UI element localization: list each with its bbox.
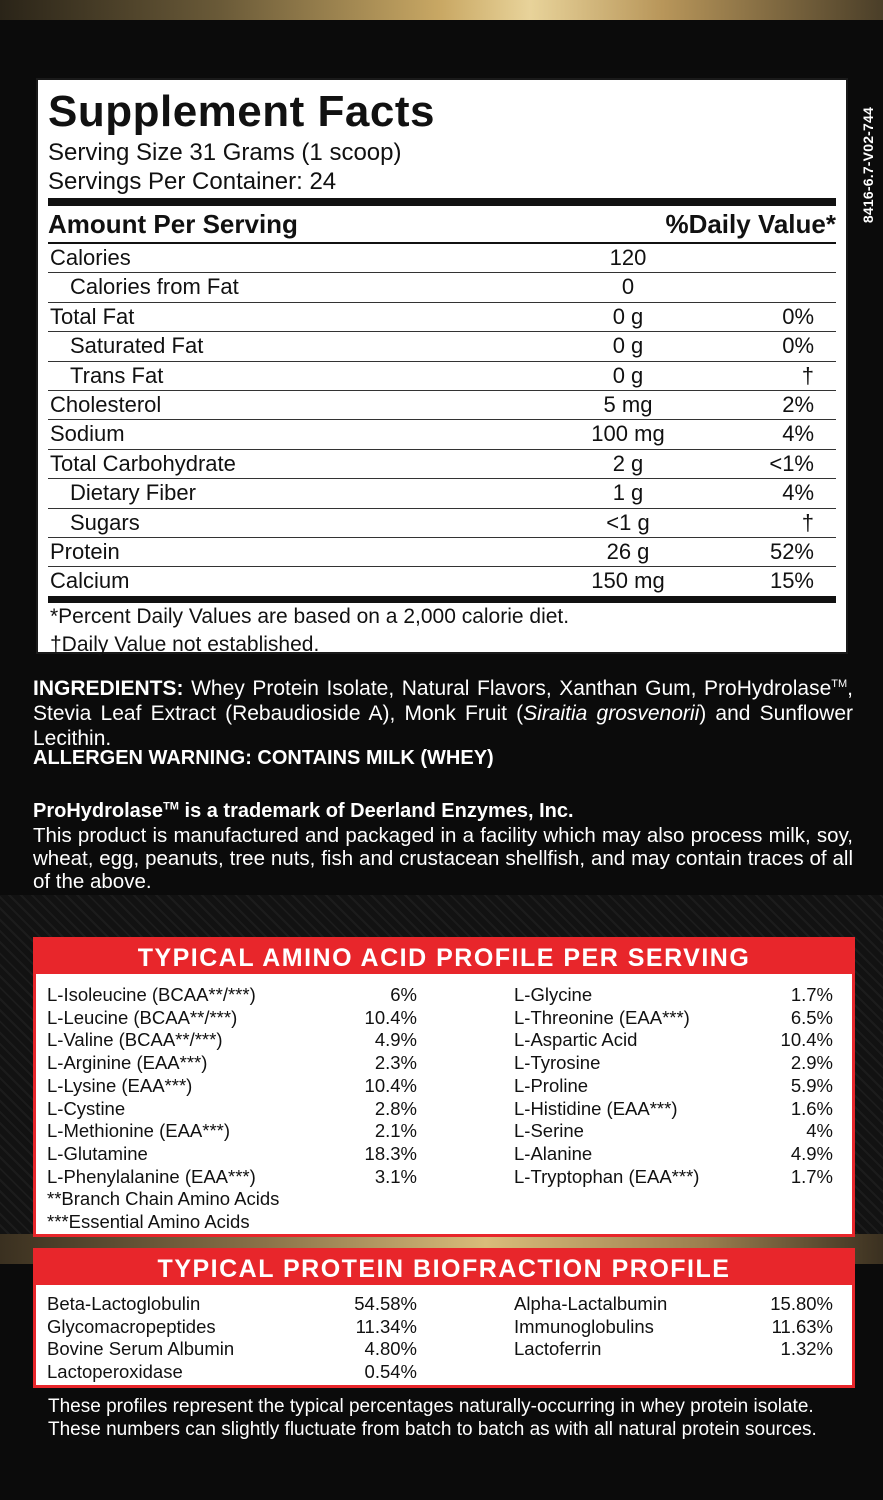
amino-value: 4.9% — [374, 1029, 417, 1051]
biofraction-name: Bovine Serum Albumin — [47, 1338, 235, 1360]
divider-thick-bottom — [48, 596, 836, 603]
ingredients-label: INGREDIENTS: — [33, 677, 184, 700]
amino-value: 18.3% — [364, 1142, 417, 1164]
amino-name: L-Arginine (EAA***) — [47, 1052, 208, 1074]
nutrient-name: Saturated Fat — [70, 333, 204, 359]
amino-name: L-Lysine (EAA***) — [47, 1074, 193, 1096]
amino-name: L-Valine (BCAA**/***) — [47, 1029, 223, 1051]
ingredients-part-2: , Stevia Leaf Extract (Rebaudioside A), Monk Fruit ( — [33, 677, 853, 725]
biofraction-title: TYPICAL PROTEIN BIOFRACTION PROFILE — [36, 1251, 852, 1285]
amino-value: 5.9% — [790, 1074, 833, 1096]
biofraction-value: 15.80% — [770, 1293, 833, 1314]
nutrient-row — [48, 362, 836, 391]
ingredients-part-1: Whey Protein Isolate, Natural Flavors, Xanthan Gum, ProHydrolase — [183, 677, 832, 700]
ingredients-part-3: ) and Sunflower Lecithin. — [33, 702, 853, 750]
nutrient-daily-value: † — [801, 509, 814, 535]
nutrient-row — [48, 567, 836, 595]
serving-size: Serving Size 31 Grams (1 scoop) — [48, 139, 402, 166]
biofraction-name: Lactoferrin — [514, 1338, 602, 1360]
nutrient-row — [48, 332, 836, 361]
amino-value: 1.7% — [790, 1165, 833, 1187]
nutrient-name: Total Fat — [50, 303, 135, 329]
nutrient-name: Sugars — [70, 509, 140, 535]
allergen-warning: ALLERGEN WARNING: CONTAINS MILK (WHEY) — [33, 747, 494, 769]
amino-value: 10.4% — [364, 1006, 417, 1028]
amino-name: L-Cystine — [47, 1097, 126, 1119]
nutrient-row — [48, 479, 836, 508]
footnote-dagger: †Daily Value not established. — [50, 632, 320, 656]
amino-name: L-Glycine — [514, 984, 593, 1005]
trademark-text: is a trademark of Deerland Enzymes, Inc. — [178, 800, 574, 822]
amino-name: L-Aspartic Acid — [514, 1029, 638, 1051]
amino-name: L-Serine — [514, 1120, 584, 1142]
lot-code — [853, 85, 883, 245]
biofraction-value: 11.34% — [355, 1315, 417, 1337]
amino-name: L-Tyrosine — [514, 1052, 601, 1074]
amino-footnote: ***Essential Amino Acids — [47, 1211, 250, 1232]
ingredients-latin: Siraitia grosvenorii — [523, 702, 700, 725]
nutrient-row — [48, 244, 836, 273]
nutrient-daily-value: <1% — [769, 450, 814, 476]
amino-value: 2.3% — [374, 1052, 417, 1074]
profile-note-2: These numbers can slightly fluctuate from batch to batch as with all natural protein sources. — [48, 1419, 817, 1440]
nutrient-row — [48, 450, 836, 479]
nutrient-name: Calories — [50, 245, 131, 270]
nutrient-daily-value: 2% — [782, 391, 814, 417]
nutrient-row — [48, 509, 836, 538]
profile-note-1: These profiles represent the typical percentages naturally-occurring in whey protein isolate. — [48, 1396, 814, 1417]
nutrient-row — [48, 391, 836, 420]
amino-acid-title: TYPICAL AMINO ACID PROFILE PER SERVING — [36, 940, 852, 974]
ingredients-tm: TM — [831, 678, 848, 690]
nutrient-name: Protein — [50, 538, 120, 564]
nutrient-daily-value: 15% — [769, 568, 814, 594]
nutrient-name: Cholesterol — [50, 391, 162, 417]
nutrient-daily-value: 0% — [782, 303, 814, 329]
biofraction-value: 11.63% — [771, 1315, 833, 1337]
amino-name: L-Alanine — [514, 1142, 593, 1164]
amino-name: L-Proline — [514, 1074, 589, 1096]
nutrient-row — [48, 303, 836, 332]
amino-value: 4% — [806, 1120, 833, 1142]
nutrient-amount: 0 — [621, 274, 635, 300]
nutrient-name: Total Carbohydrate — [50, 450, 236, 476]
amino-name: L-Glutamine — [47, 1142, 148, 1164]
amino-value: 6% — [390, 984, 417, 1005]
amino-acid-panel — [33, 937, 855, 1237]
biofraction-value: 4.80% — [364, 1338, 417, 1360]
amino-value: 6.5% — [790, 1006, 833, 1028]
facts-title: Supplement Facts — [48, 87, 435, 136]
amino-value: 4.9% — [790, 1142, 833, 1164]
nutrient-name: Trans Fat — [70, 362, 164, 388]
amino-value: 2.8% — [374, 1097, 417, 1119]
trademark-tm: TM — [163, 800, 179, 813]
gold-trim-top — [0, 0, 883, 20]
nutrient-name: Calcium — [50, 568, 130, 594]
nutrient-row — [48, 273, 836, 302]
amino-name: L-Threonine (EAA***) — [514, 1006, 690, 1028]
nutrient-daily-value: 52% — [769, 538, 814, 564]
facts-header-row — [48, 206, 836, 244]
nutrient-amount: 1 g — [612, 480, 644, 506]
biofraction-panel — [33, 1248, 855, 1388]
amino-name: L-Histidine (EAA***) — [514, 1097, 678, 1119]
amino-value: 1.6% — [790, 1097, 833, 1119]
amino-name: L-Isoleucine (BCAA**/***) — [47, 984, 256, 1005]
nutrient-row — [48, 538, 836, 567]
divider-thick — [48, 198, 836, 206]
supplement-facts-panel — [36, 78, 848, 654]
nutrient-amount: 0 g — [612, 303, 644, 329]
nutrient-amount: 0 g — [612, 362, 644, 388]
nutrient-row — [48, 420, 836, 449]
amino-name: L-Tryptophan (EAA***) — [514, 1165, 700, 1187]
biofraction-name: Alpha-Lactalbumin — [514, 1293, 668, 1314]
biofraction-name: Immunoglobulins — [514, 1315, 654, 1337]
amino-value: 10.4% — [780, 1029, 833, 1051]
amino-name: L-Phenylalanine (EAA***) — [47, 1165, 256, 1187]
daily-value-header: %Daily Value* — [665, 209, 836, 239]
amino-value: 2.9% — [790, 1052, 833, 1074]
ingredients-text — [33, 672, 853, 751]
nutrient-daily-value: 4% — [782, 480, 814, 506]
footnote-daily-values: *Percent Daily Values are based on a 2,000 calorie diet. — [50, 604, 570, 628]
nutrient-amount: 120 — [609, 245, 647, 270]
biofraction-name: Glycomacropeptides — [47, 1315, 216, 1337]
nutrient-amount: 2 g — [612, 450, 644, 476]
nutrient-name: Calories from Fat — [70, 274, 239, 300]
lot-code-text: 8416-6.7-V02-744 — [860, 106, 876, 224]
biofraction-value: 54.58% — [354, 1293, 417, 1314]
nutrient-daily-value: 0% — [782, 333, 814, 359]
biofraction-value: 1.32% — [780, 1338, 833, 1360]
nutrient-amount: 150 mg — [591, 568, 665, 594]
nutrient-amount: 5 mg — [603, 391, 653, 417]
nutrient-name: Sodium — [50, 421, 125, 447]
amino-name: L-Methionine (EAA***) — [47, 1120, 231, 1142]
trademark-notice — [33, 800, 574, 823]
amino-value: 10.4% — [364, 1074, 417, 1096]
amino-value: 2.1% — [374, 1120, 417, 1142]
nutrient-daily-value: 4% — [782, 421, 814, 447]
servings-per-container: Servings Per Container: 24 — [48, 168, 337, 195]
amino-footnote: **Branch Chain Amino Acids — [47, 1188, 280, 1210]
amino-value: 3.1% — [374, 1165, 417, 1187]
biofraction-name: Lactoperoxidase — [47, 1360, 183, 1382]
nutrient-daily-value: † — [801, 362, 814, 388]
nutrient-name: Dietary Fiber — [70, 480, 196, 506]
amino-value: 1.7% — [790, 984, 833, 1005]
facility-warning: This product is manufactured and packaged in a facility which may also process milk, soy, wheat, egg, peanuts, tree nuts, fish and crustacean shellfish, and may contain traces of all of the above. — [33, 824, 853, 893]
biofraction-value: 0.54% — [364, 1360, 417, 1382]
nutrient-amount: 26 g — [606, 538, 650, 564]
amino-name: L-Leucine (BCAA**/***) — [47, 1006, 238, 1028]
nutrient-amount: 0 g — [612, 333, 644, 359]
nutrient-amount: 100 mg — [591, 421, 665, 447]
trademark-name: ProHydrolase — [33, 800, 164, 822]
biofraction-name: Beta-Lactoglobulin — [47, 1293, 201, 1314]
nutrient-table — [48, 244, 836, 596]
nutrient-amount: <1 g — [606, 509, 650, 535]
amount-per-serving-header: Amount Per Serving — [48, 209, 298, 239]
